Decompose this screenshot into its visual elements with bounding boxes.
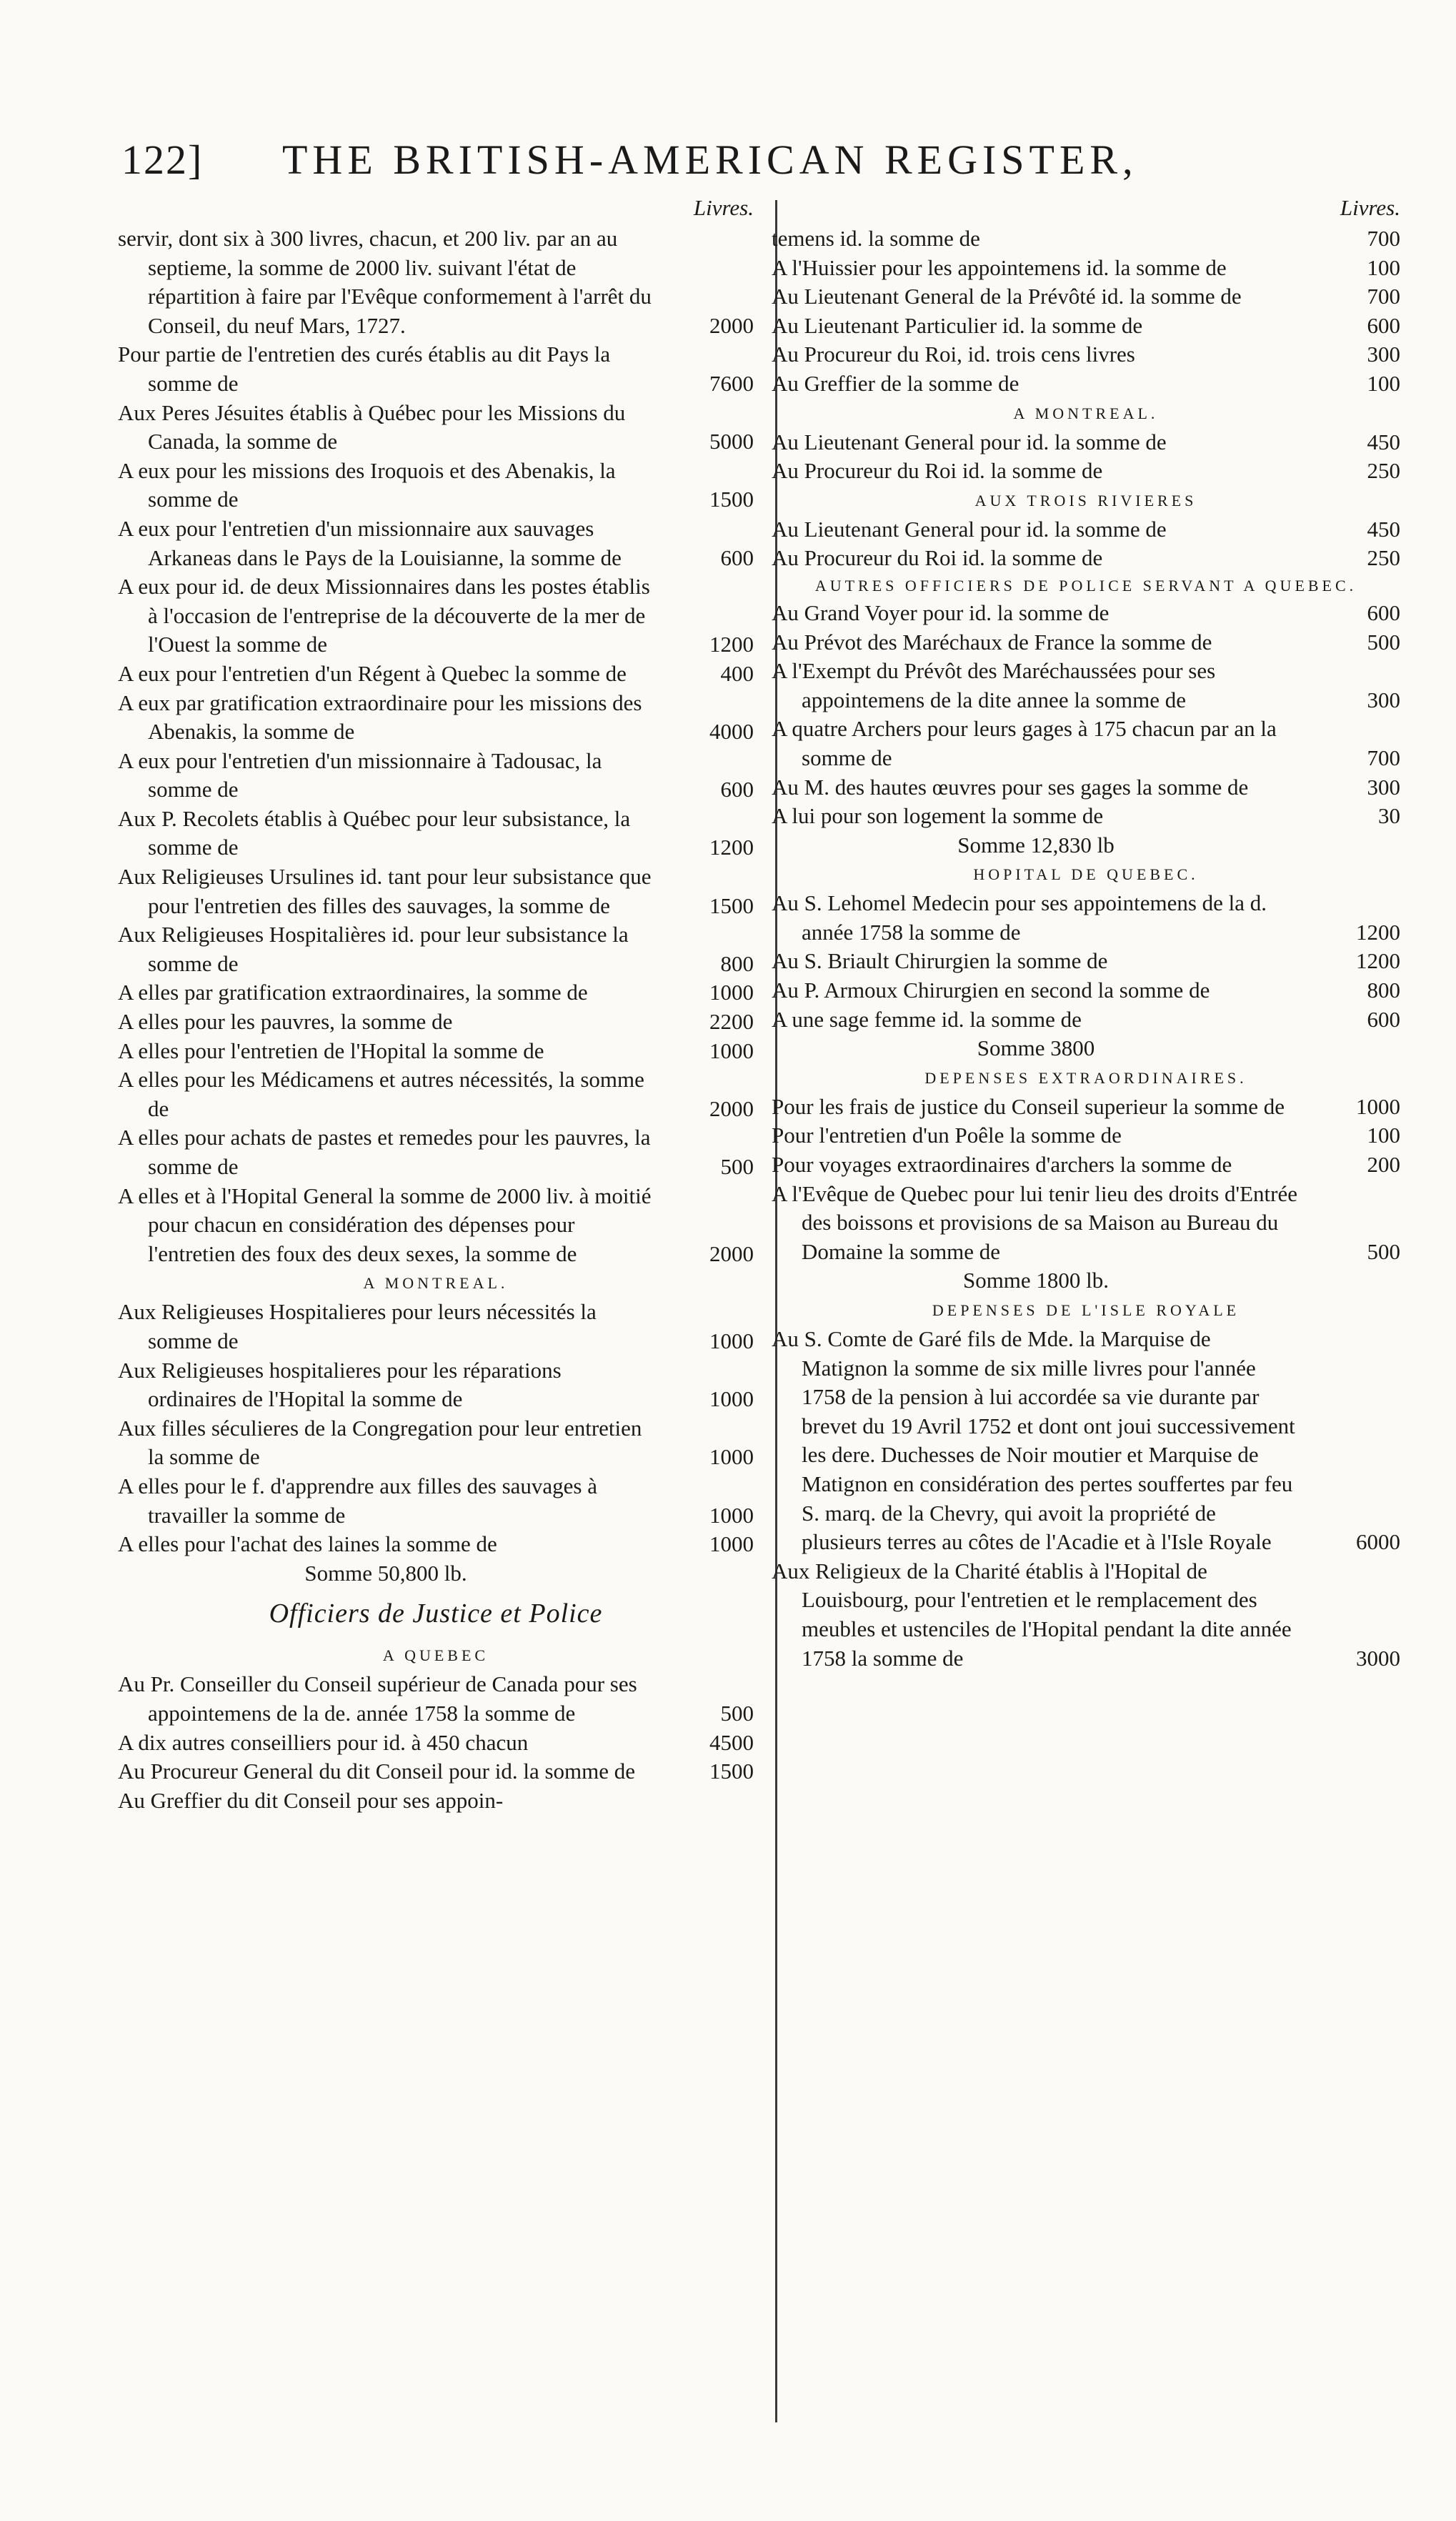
entry-amount: 100	[1367, 254, 1400, 280]
entry-text: A eux pour id. de deux Missionnaires dans les postes établis à l'occasion de l'entreprise de la découverte de la mer de l'Ouest la somme de	[118, 574, 650, 657]
entry-amount: 1500	[709, 487, 754, 512]
entry-text: A l'Huissier pour les appointemens id. la somme de	[772, 254, 1227, 280]
ledger-entry	[772, 1121, 1400, 1150]
sum-line	[118, 1559, 754, 1588]
entry-text: A une sage femme id. la somme de	[772, 1006, 1082, 1032]
entry-text: Au Lieutenant General pour id. la somme de	[772, 429, 1167, 454]
ledger-entry	[118, 340, 754, 398]
entry-amount: 500	[1367, 629, 1400, 655]
ledger-entry	[118, 978, 754, 1008]
section-heading: AUX TROIS RIVIERES	[974, 491, 1197, 509]
ledger-entry	[118, 1356, 754, 1414]
entry-text: A l'Evêque de Quebec pour lui tenir lieu des droits d'Entrée des boissons et provisions de sa Maison au Bureau du Domaine la somme de	[772, 1180, 1298, 1264]
entry-amount: 300	[1367, 687, 1400, 712]
ledger-entry	[118, 1008, 754, 1037]
running-title: THE BRITISH-AMERICAN REGISTER,	[282, 136, 1138, 183]
entry-text: A elles et à l'Hopital General la somme de 2000 liv. à moitié pour chacun en considération des dépenses pour l'entretien des foux des deux sexes, la somme de	[118, 1183, 652, 1266]
entry-amount: 800	[1367, 978, 1400, 1003]
entry-text: Aux Peres Jésuites établis à Québec pour les Missions du Canada, la somme de	[118, 399, 626, 454]
entry-text: A lui pour son logement la somme de	[772, 803, 1104, 829]
sum-text: Somme 50,800 lb.	[304, 1560, 467, 1586]
ledger-entry	[118, 920, 754, 978]
entry-text: Au S. Briault Chirurgien la somme de	[772, 948, 1108, 974]
section-heading: Officiers de Justice et Police	[269, 1598, 603, 1629]
ledger-entry	[772, 628, 1400, 657]
ledger-entry	[772, 428, 1400, 457]
page-number: 122]	[121, 136, 204, 183]
entry-amount: 1200	[1356, 919, 1400, 945]
entry-amount: 450	[1367, 516, 1400, 542]
entry-amount: 1000	[709, 1531, 754, 1557]
entry-amount: 6000	[1356, 1529, 1400, 1555]
entry-amount: 1000	[709, 1328, 754, 1353]
entry-text: Au M. des hautes œuvres pour ses gages la somme de	[772, 774, 1249, 800]
ledger-entry	[772, 1557, 1400, 1673]
ledger-entry	[772, 312, 1400, 341]
entry-amount: 250	[1367, 545, 1400, 571]
entry-amount: 300	[1367, 342, 1400, 367]
sum-line	[772, 831, 1400, 860]
ledger-entry	[118, 399, 754, 457]
entry-amount: 30	[1378, 803, 1400, 829]
entry-text: Au Lieutenant General pour id. la somme de	[772, 516, 1167, 542]
ledger-entry	[118, 747, 754, 805]
ledger-entry	[118, 1729, 754, 1758]
ledger-entry	[772, 254, 1400, 283]
entry-amount: 250	[1367, 458, 1400, 484]
entry-text: A eux pour les missions des Iroquois et des Abenakis, la somme de	[118, 457, 616, 512]
ledger-entry	[118, 1530, 754, 1559]
entry-text: A l'Exempt du Prévôt des Maréchaussées pour ses appointemens de la dite annee la somme de	[772, 658, 1216, 712]
page-header	[121, 136, 1336, 193]
entry-amount: 2000	[709, 1095, 754, 1121]
entry-amount: 5000	[709, 429, 754, 454]
ledger-entry	[118, 1757, 754, 1786]
entry-amount: 600	[1367, 1006, 1400, 1032]
entry-amount: 700	[1367, 745, 1400, 770]
ledger-entry	[118, 457, 754, 514]
entry-text: Aux filles séculieres de la Congregation pour leur entretien la somme de	[118, 1415, 642, 1470]
entry-text: A elles pour l'achat des laines la somme de	[118, 1531, 497, 1557]
ledger-entry	[118, 1472, 754, 1530]
ledger-entry	[772, 715, 1400, 772]
sum-text: Somme 12,830 lb	[957, 832, 1115, 857]
entry-text: Aux Religieuses hospitalieres pour les réparations ordinaires de l'Hopital la somme de	[118, 1357, 562, 1412]
entry-text: A quatre Archers pour leurs gages à 175 chacun par an la somme de	[772, 716, 1277, 770]
ledger-entry	[772, 947, 1400, 976]
sum-line	[772, 1266, 1400, 1296]
ledger-entry	[118, 805, 754, 862]
entry-amount: 600	[720, 777, 754, 802]
ledger-entry	[772, 544, 1400, 573]
entry-text: Au Greffier de la somme de	[772, 370, 1019, 396]
ledger-entry	[772, 802, 1400, 831]
entry-amount: 1000	[709, 1386, 754, 1412]
entry-text: Au Procureur du Roi id. la somme de	[772, 458, 1103, 484]
entry-text: A dix autres conseilliers pour id. à 450 chacun	[118, 1729, 529, 1755]
entry-text: Au Procureur du Roi id. la somme de	[772, 545, 1103, 571]
entry-text: Aux P. Recolets établis à Québec pour leur subsistance, la somme de	[118, 805, 631, 860]
entry-text: A eux pour l'entretien d'un missionnaire à Tadousac, la somme de	[118, 747, 602, 802]
entry-amount: 500	[720, 1700, 754, 1726]
entry-text: A elles pour achats de pastes et remedes pour les pauvres, la somme de	[118, 1125, 651, 1179]
entry-text: Pour les frais de justice du Conseil superieur la somme de	[772, 1093, 1285, 1119]
entry-text: Au Prévot des Maréchaux de France la somme de	[772, 629, 1212, 655]
entry-text: Au Grand Voyer pour id. la somme de	[772, 600, 1110, 625]
ledger-entry	[772, 1325, 1400, 1557]
entry-amount: 2000	[709, 1240, 754, 1266]
entry-text: Au S. Comte de Garé fils de Mde. la Marquise de Matignon la somme de six mille livres pour l'année 1758 de la pension à lui accordée sa vie durante par brevet du 19 Avril 1752 et dont ont joui successivement les dere. Duchesses de Noir moutier et Marquise de Matignon en considération des pertes souffertes par feu S. marq. de la Chevry, qui avoit la propriété de plusieurs terres au côtes de l'Acadie et à l'Isle Royale	[772, 1326, 1295, 1555]
ledger-entry	[772, 889, 1400, 947]
entry-amount: 1200	[1356, 948, 1400, 974]
entry-text: Aux Religieuses Hospitalieres pour leurs nécessités la somme de	[118, 1299, 597, 1353]
ledger-entry	[118, 1298, 754, 1356]
entry-amount: 700	[1367, 226, 1400, 251]
entry-text: Pour voyages extraordinaires d'archers la somme de	[772, 1152, 1232, 1178]
entry-amount: 500	[1367, 1238, 1400, 1264]
ledger-entry	[772, 340, 1400, 369]
right-column	[772, 192, 1400, 1673]
ledger-entry	[118, 1123, 754, 1181]
entry-amount: 100	[1367, 370, 1400, 396]
entry-amount: 3000	[1356, 1645, 1400, 1671]
entry-text: Aux Religieuses Ursulines id. tant pour leur subsistance que pour l'entretien des filles des sauvages, la somme de	[118, 864, 652, 918]
ledger-entry	[118, 514, 754, 572]
ledger-entry	[772, 369, 1400, 399]
ledger-entry	[772, 657, 1400, 715]
entry-amount: 1500	[709, 1759, 754, 1784]
entry-text: temens id. la somme de	[772, 226, 980, 251]
ledger-entry	[118, 1037, 754, 1066]
ledger-entry	[772, 224, 1400, 254]
entry-text: A elles pour l'entretien de l'Hopital la somme de	[118, 1038, 544, 1063]
ledger-entry	[772, 515, 1400, 545]
entry-text: Aux Religieuses Hospitalières id. pour leur subsistance la somme de	[118, 922, 629, 976]
entry-amount: 1500	[709, 892, 754, 918]
entry-text: A elles pour le f. d'apprendre aux filles des sauvages à travailler la somme de	[118, 1473, 597, 1528]
section-heading: DEPENSES EXTRAORDINAIRES.	[924, 1068, 1247, 1087]
ledger-entry	[772, 1093, 1400, 1122]
entry-amount: 800	[720, 950, 754, 976]
entry-amount: 4500	[709, 1729, 754, 1755]
sum-text: Somme 1800 lb.	[962, 1268, 1110, 1293]
entry-text: Au Lieutenant Particulier id. la somme de	[772, 312, 1143, 338]
entry-amount: 1000	[709, 1444, 754, 1470]
section-heading: A MONTREAL.	[363, 1274, 509, 1293]
entry-amount: 600	[1367, 312, 1400, 338]
entry-amount: 7600	[709, 370, 754, 396]
entry-amount: 300	[1367, 774, 1400, 800]
entry-amount: 200	[1367, 1152, 1400, 1178]
entry-text: Au Greffier du dit Conseil pour ses appoin-	[118, 1787, 504, 1813]
ledger-entry	[118, 572, 754, 660]
entry-text: A elles pour les pauvres, la somme de	[118, 1009, 453, 1035]
sum-text: Somme 3800	[977, 1035, 1095, 1061]
entry-amount: 500	[720, 1154, 754, 1179]
entry-amount: 2000	[709, 312, 754, 338]
entry-text: Au Procureur General du dit Conseil pour id. la somme de	[118, 1759, 636, 1784]
entry-amount: 600	[720, 545, 754, 570]
entry-amount: 100	[1367, 1123, 1400, 1148]
ledger-entry	[772, 1180, 1400, 1267]
column-heading-livres: Livres.	[693, 195, 754, 220]
ledger-entry	[772, 282, 1400, 312]
entry-text: Pour l'entretien d'un Poêle la somme de	[772, 1123, 1122, 1148]
ledger-entry	[118, 1414, 754, 1472]
sum-line	[772, 1034, 1400, 1063]
entry-text: Au Procureur du Roi, id. trois cens livres	[772, 342, 1135, 367]
section-heading: DEPENSES DE L'ISLE ROYALE	[932, 1301, 1240, 1319]
ledger-entry	[772, 1150, 1400, 1180]
entry-amount: 450	[1367, 429, 1400, 454]
ledger-entry	[772, 773, 1400, 802]
entry-text: Pour partie de l'entretien des curés établis au dit Pays la somme de	[118, 342, 611, 396]
section-heading: HOPITAL DE QUEBEC.	[973, 865, 1199, 884]
ledger-entry	[772, 1005, 1400, 1035]
entry-text: Aux Religieux de la Charité établis à l'Hopital de Louisbourg, pour l'entretien et le remplacement des meubles et ustenciles de l'Hopital pendant la dite année 1758 la somme de	[772, 1558, 1292, 1671]
entry-amount: 4000	[709, 719, 754, 745]
left-column	[118, 192, 754, 1815]
ledger-entry	[118, 689, 754, 747]
entry-amount: 1000	[709, 980, 754, 1005]
entry-amount: 2200	[709, 1009, 754, 1035]
column-heading-livres: Livres.	[1340, 195, 1400, 220]
entry-text: servir, dont six à 300 livres, chacun, et 200 liv. par an au septieme, la somme de 2000 liv. suivant l'état de répartition à faire par l'Evêque conformement à l'arrêt du Conseil, du neuf Mars, 1727.	[118, 226, 652, 338]
entry-text: Au S. Lehomel Medecin pour ses appointemens de la d. année 1758 la somme de	[772, 890, 1267, 945]
section-heading: A MONTREAL.	[1013, 404, 1159, 422]
entry-amount: 400	[720, 660, 754, 686]
section-heading: AUTRES OFFICIERS DE POLICE SERVANT A QUEBEC.	[814, 576, 1357, 595]
ledger-entry	[118, 660, 754, 689]
ledger-entry	[772, 599, 1400, 628]
section-heading: A QUEBEC	[382, 1646, 489, 1665]
entry-text: A elles pour les Médicamens et autres nécessités, la somme de	[118, 1067, 644, 1121]
entry-amount: 700	[1367, 284, 1400, 309]
entry-amount: 1200	[709, 632, 754, 657]
entry-amount: 600	[1367, 600, 1400, 625]
entry-amount: 1000	[709, 1038, 754, 1063]
entry-amount: 1000	[709, 1502, 754, 1528]
entry-amount: 1000	[1356, 1093, 1400, 1119]
ledger-entry	[118, 862, 754, 920]
entry-text: Au P. Armoux Chirurgien en second la somme de	[772, 978, 1210, 1003]
ledger-entry	[118, 1065, 754, 1123]
entry-text: Au Lieutenant General de la Prévôté id. la somme de	[772, 284, 1242, 309]
entry-text: A eux par gratification extraordinaire pour les missions des Abenakis, la somme de	[118, 690, 642, 745]
ledger-entry	[772, 976, 1400, 1005]
ledger-entry	[118, 1182, 754, 1269]
ledger-entry	[118, 224, 754, 340]
entry-text: A elles par gratification extraordinaires, la somme de	[118, 980, 588, 1005]
ledger-entry	[118, 1670, 754, 1728]
entry-text: A eux pour l'entretien d'un missionnaire aux sauvages Arkaneas dans le Pays de la Louisianne, la somme de	[118, 515, 622, 570]
ledger-entry	[118, 1786, 754, 1816]
entry-text: Au Pr. Conseiller du Conseil supérieur de Canada pour ses appointemens de la de. année 1758 la somme de	[118, 1671, 637, 1726]
ledger-entry	[772, 457, 1400, 486]
entry-amount: 1200	[709, 835, 754, 860]
entry-text: A eux pour l'entretien d'un Régent à Quebec la somme de	[118, 660, 627, 686]
